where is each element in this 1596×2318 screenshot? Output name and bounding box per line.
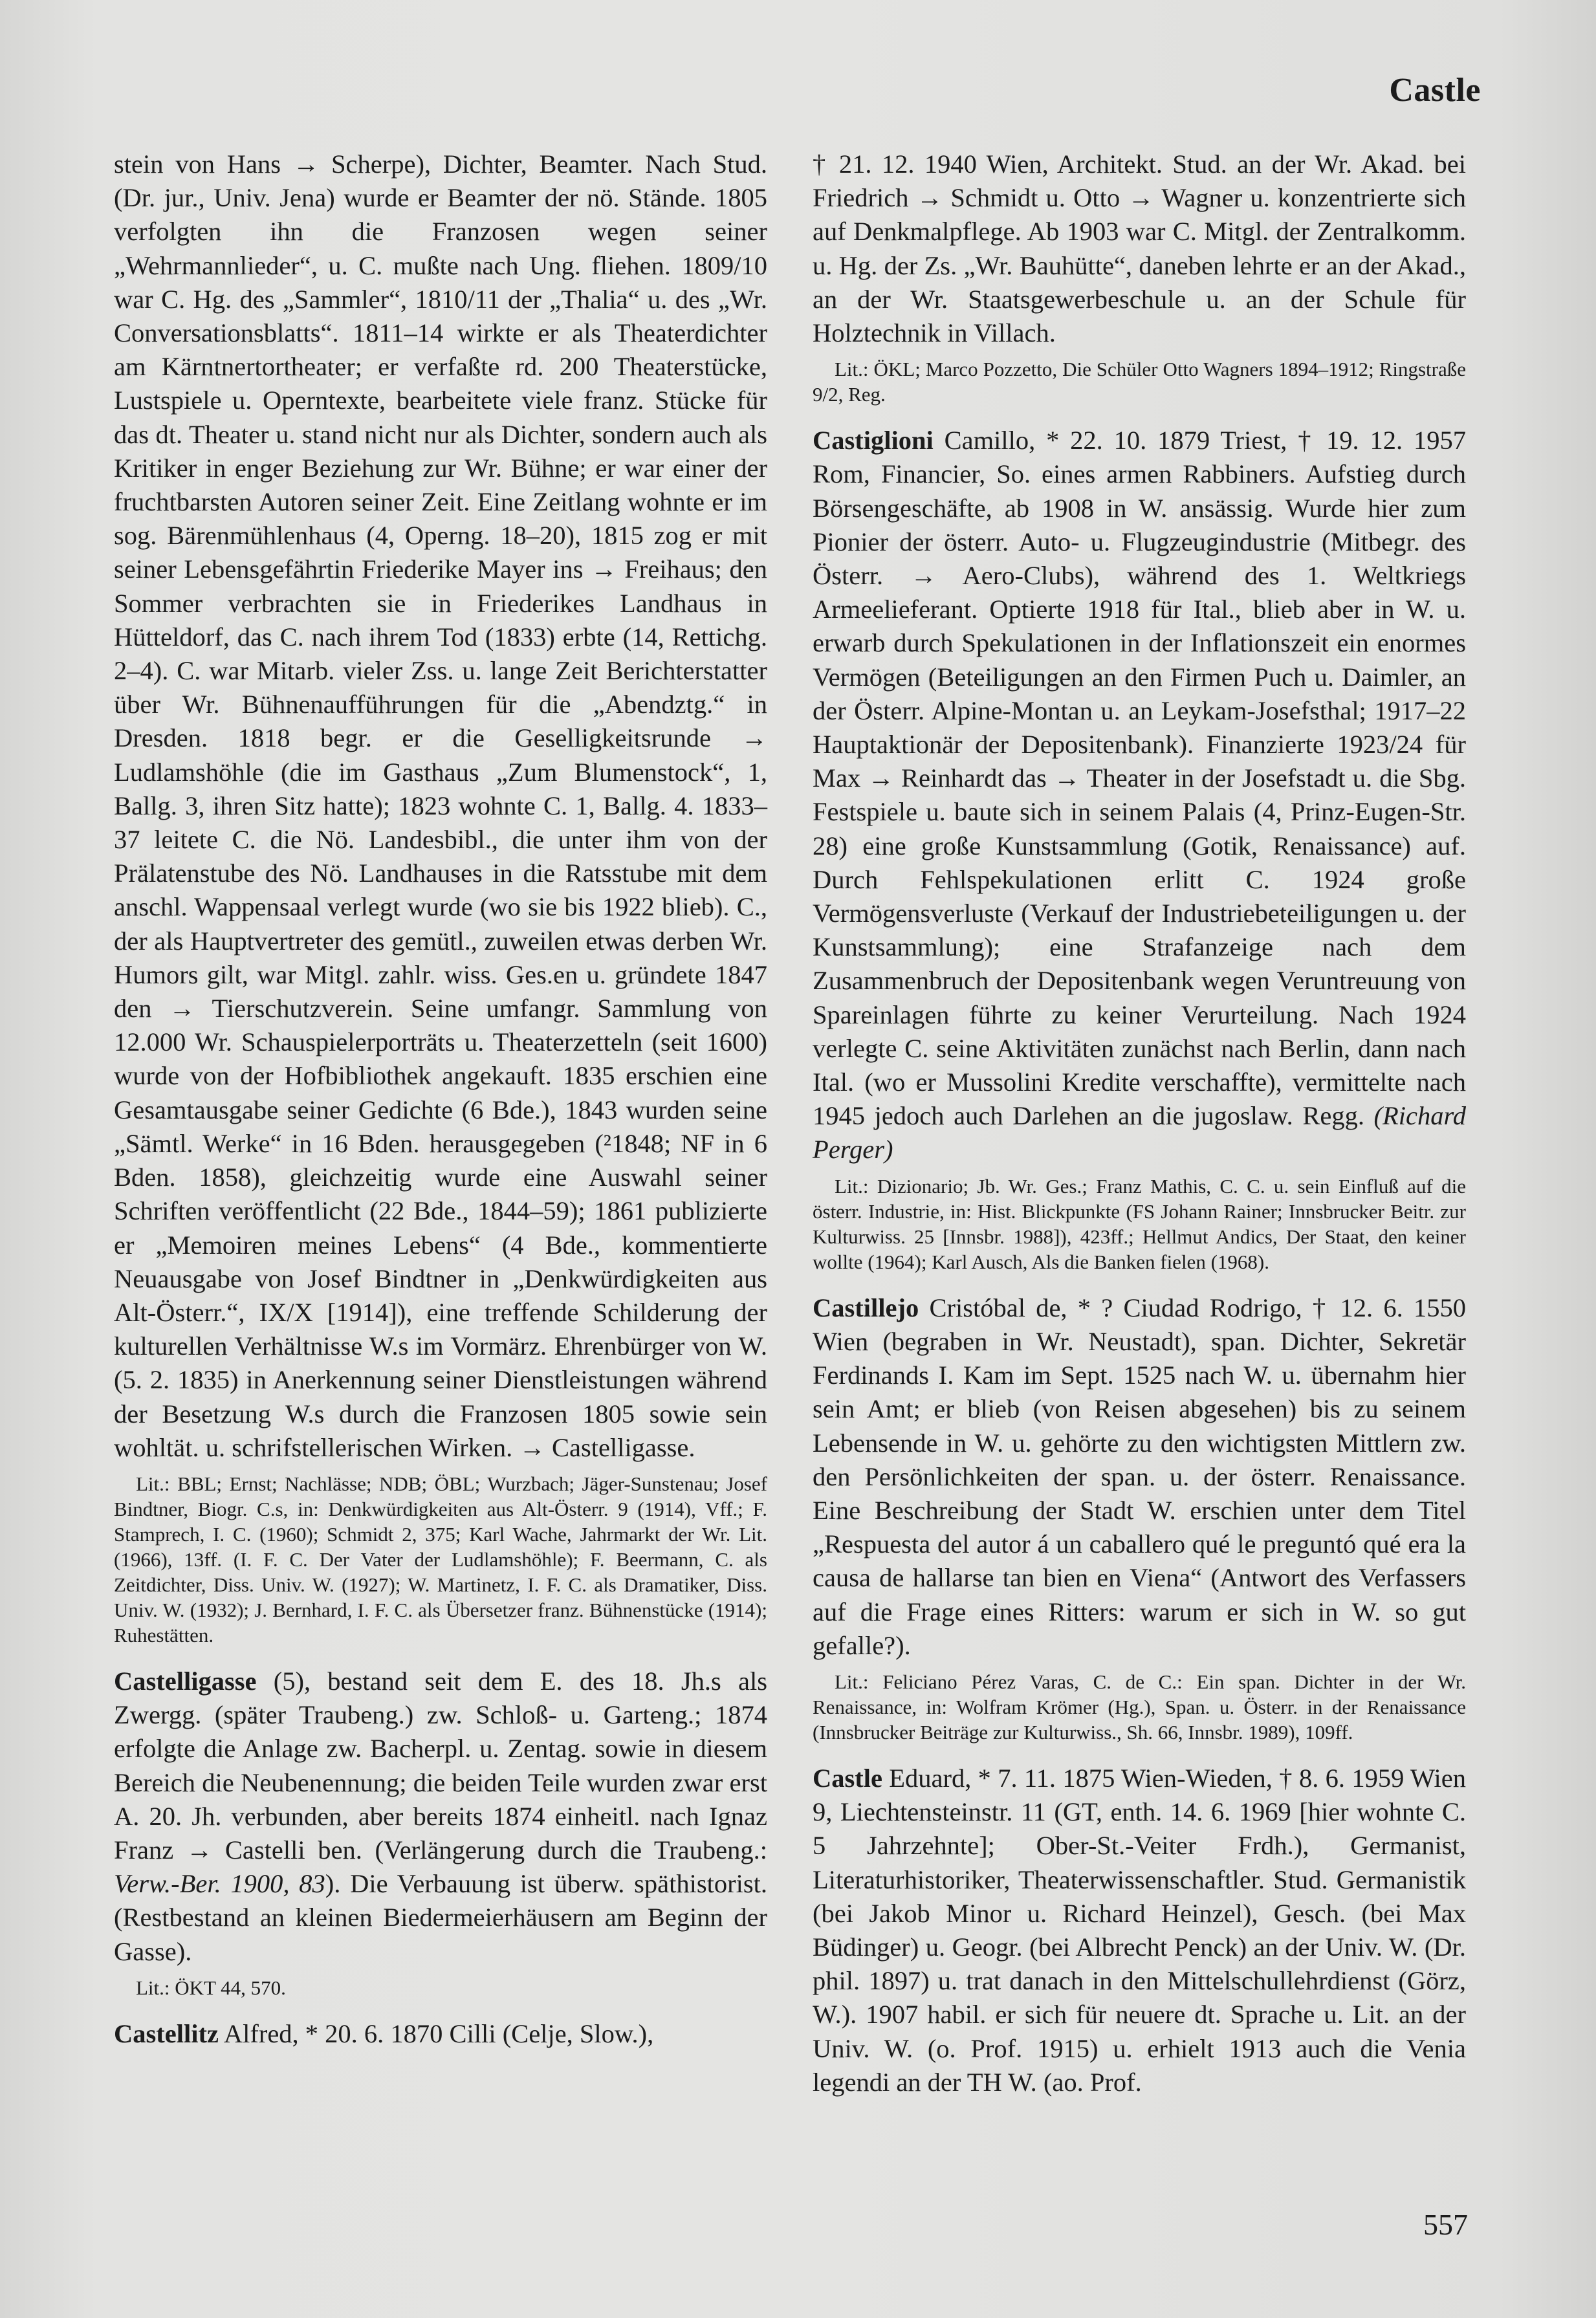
literature-note: Lit.: Feliciano Pérez Varas, C. de C.: Ein span. Dichter in der Wr. Renaissance, in: Wolfram Krömer (Hg.), Span. u. Österr. in der Renaissance (Innsbrucker Beiträge zur Kulturwiss., Sh. 66, Innsbr. 1989), 109ff. <box>813 1670 1466 1744</box>
entry-body <box>114 1665 767 1969</box>
entry-castillejo <box>813 1291 1466 1745</box>
entry-castellitz-continued <box>813 148 1466 407</box>
headword: Castiglioni <box>813 426 934 455</box>
entry-body <box>813 424 1466 1166</box>
entry-body <box>813 1291 1466 1663</box>
entry-text: Camillo, * 22. 10. 1879 Triest, † 19. 12. 1957 Rom, Financier, So. eines armen Rabbiners. Aufstieg durch Börsengeschäfte, ab 1908 in W. ansässig. Wurde hier zum Pionier der österr. Auto- u. Flugzeugindustrie (Mitbegr. des Österr. → Aero-Clubs), während des 1. Weltkriegs Armeelieferant. Optierte 1918 für Ital., blieb aber in W. u. erwarb durch Spekulationen in der Inflationszeit ein enormes Vermögen (Beteiligungen an den Firmen Puch u. Daimler, an der Österr. Alpine-Montan u. an Leykam-Josefsthal; 1917–22 Hauptaktionär der Depositenbank). Finanzierte 1923/24 für Max → Reinhardt das → Theater in der Josefstadt u. die Sbg. Festspiele u. baute sich in seinem Palais (4, Prinz-Eugen-Str. 28) eine große Kunstsammlung (Gotik, Renaissance) auf. Durch Fehlspekulationen erlitt C. 1924 große Vermögensverluste (Verkauf der Industriebeteiligungen u. der Kunstsammlung); eine Strafanzeige nach dem Zusammenbruch der Depositenbank wegen Veruntreuung von Spareinlagen führte zu keiner Verurteilung. Nach 1924 verlegte C. seine Aktivitäten zunächst nach Berlin, dann nach Ital. (wo er Mussolini Kredite verschaffte), vermittelte nach 1945 jedoch auch Darlehen an die jugoslaw. Regg. <box>813 426 1466 1131</box>
literature-note: Lit.: ÖKT 44, 570. <box>136 1976 286 1999</box>
headword: Castelligasse <box>114 1666 257 1696</box>
entry-text: ). Die Verbauung ist überw. späthistorist. (Restbestand an kleinen Biedermeierhäusern am Beginn der Gasse). <box>114 1869 768 1966</box>
headword: Castillejo <box>813 1293 919 1322</box>
entry-castelli-continued <box>114 148 767 1648</box>
headword: Castle <box>813 1763 882 1793</box>
page-number: 557 <box>1423 2208 1468 2241</box>
entry-castle <box>813 1762 1466 2099</box>
entry-castelligasse <box>114 1665 767 2000</box>
entry-body: † 21. 12. 1940 Wien, Architekt. Stud. an der Wr. Akad. bei Friedrich → Schmidt u. Otto → Wagner u. konzentrierte sich auf Denkmalpflege. Ab 1903 war C. Mitgl. der Zentralkomm. u. Hg. der Zs. „Wr. Bauhütte“, daneben lehrte er an der Akad., an der Wr. Staatsgewerbeschule u. an der Schule für Holztechnik in Villach. <box>813 149 1466 348</box>
entry-body <box>813 1762 1466 2099</box>
running-head: Castle <box>1389 72 1481 109</box>
right-column <box>813 148 1466 2099</box>
entry-castellitz <box>114 2017 767 2051</box>
entry-text: Eduard, * 7. 11. 1875 Wien-Wieden, † 8. 6. 1959 Wien 9, Liechtensteinstr. 11 (GT, enth. 14. 6. 1969 [hier wohnte C. 5 Jahrzehnte]; Ober-St.-Veiter Frdh.), Germanist, Literaturhistoriker, Theaterwissenschaftler. Stud. Germanistik (bei Jakob Minor u. Richard Heinzel), Gesch. (bei Max Büdinger) u. Geogr. (bei Albrecht Penck) an der Univ. W. (Dr. phil. 1897) u. trat danach in den Mittelschullehrdienst (Görz, W.). 1907 habil. er sich für neuere dt. Sprache u. Lit. an der Univ. W. (o. Prof. 1915) u. erhielt 1913 auch die Venia legendi an der TH W. (ao. Prof. <box>813 1763 1466 2097</box>
entry-text: (5), bestand seit dem E. des 18. Jh.s als Zwergg. (später Traubeng.) zw. Schloß- u. Garteng.; 1874 erfolgte die Anlage zw. Bacherpl. u. Zentag. sowie in diesem Bereich die Neubenennung; die beiden Teile wurden zwar erst A. 20. Jh. verbunden, aber bereits 1874 einheitl. nach Ignaz Franz → Castelli ben. (Verlängerung durch die Traubeng.: <box>114 1666 767 1864</box>
left-column <box>114 148 767 2051</box>
author-signature: (Richard Perger) <box>813 1101 1466 1164</box>
literature-note: Lit.: BBL; Ernst; Nachlässe; NDB; ÖBL; Wurzbach; Jäger-Sunstenau; Josef Bindtner, Biogr. C.s, in: Denkwürdigkeiten aus Alt-Österr. 9 (1914), Vff.; F. Stamprech, I. C. (1960); Schmidt 2, 375; Karl Wache, Jahrmarkt der Wr. Lit. (1966), 13ff. (I. F. C. Der Vater der Ludlamshöhle); F. Beermann, C. als Zeitdichter, Diss. Univ. W. (1927); W. Martinetz, I. F. C. als Dramatiker, Diss. Univ. W. (1932); J. Bernhard, I. F. C. als Übersetzer franz. Bühnenstücke (1914); Ruhestätten. <box>114 1472 767 1646</box>
entry-body: stein von Hans → Scherpe), Dichter, Beamter. Nach Stud. (Dr. jur., Univ. Jena) wurde er Beamter der nö. Stände. 1805 verfolgten ihn die Franzosen wegen seiner „Wehrmannlieder“, u. C. mußte nach Ung. fliehen. 1809/10 war C. Hg. des „Sammler“, 1810/11 der „Thalia“ u. des „Wr. Conversationsblatts“. 1811–14 wirkte er als Theaterdichter am Kärntnertortheater; er verfaßte rd. 200 Theaterstücke, Lustspiele u. Operntexte, bearbeitete viele franz. Stücke für das dt. Theater u. stand nicht nur als Dichter, sondern auch als Kritiker in enger Beziehung zur Wr. Bühne; er war einer der fruchtbarsten Autoren seiner Zeit. Eine Zeitlang wohnte er im sog. Bärenmühlenhaus (4, Operng. 18–20), 1815 zog er mit seiner Lebensgefährtin Friederike Mayer ins → Freihaus; den Sommer verbrachten sie in Friederikes Landhaus in Hütteldorf, das C. nach ihrem Tod (1833) erbte (14, Rettichg. 2–4). C. war Mitarb. vieler Zss. u. lange Zeit Berichterstatter über Wr. Bühnenaufführungen für die „Abendztg.“ in Dresden. 1818 begr. er die Geselligkeitsrunde → Ludlamshöhle (die im Gasthaus „Zum Blumenstock“, 1, Ballg. 3, ihren Sitz hatte); 1823 wohnte C. 1, Ballg. 4. 1833–37 leitete C. die Nö. Landesbibl., die unter ihm von der Prälatenstube des Nö. Landhauses in die Ratsstube mit dem anschl. Wappensaal verlegt wurde (wo sie bis 1922 blieb). C., der als Hauptvertreter des gemütl., zuweilen etwas derben Wr. Humors gilt, war Mitgl. zahlr. wiss. Ges.en u. gründete 1847 den → Tierschutzverein. Seine umfangr. Sammlung von 12.000 Wr. Schauspielerporträts u. Theaterzetteln (seit 1600) wurde von der Hofbibliothek angekauft. 1835 erschien eine Gesamtausgabe seiner Gedichte (6 Bde.), 1843 wurden seine „Sämtl. Werke“ in 16 Bden. herausgegeben (²1848; NF in 6 Bden. 1858), gleichzeitig wurde eine Auswahl seiner Schriften veröffentlicht (22 Bde., 1844–59); 1861 publizierte er „Memoiren meines Lebens“ (4 Bde., kommentierte Neuausgabe von Josef Bindtner in „Denkwürdigkeiten aus Alt-Österr.“, IX/X [1914]), eine treffende Schilderung der kulturellen Verhältnisse W.s im Vormärz. Ehrenbürger von W. (5. 2. 1835) in Anerkennung seiner Dienstleistungen während der Besetzung W.s durch die Franzosen 1805 sowie sein wohltät. u. schrifstellerischen Wirken. → Castelligasse. <box>114 149 767 1462</box>
entry-body <box>114 2017 767 2051</box>
entry-castiglioni <box>813 424 1466 1274</box>
headword: Castellitz <box>114 2018 219 2048</box>
entry-text: Cristóbal de, * ? Ciudad Rodrigo, † 12. 6. 1550 Wien (begraben in Wr. Neustadt), span. Dichter, Sekretär Ferdinands I. Kam im Sept. 1525 nach W. u. übernahm hier sein Amt; er blieb (von Reisen abgesehen) bis zu seinem Lebensende in W. u. gehörte zu den wichtigsten Mittlern zw. den Persönlichkeiten der span. u. der österr. Renaissance. Eine Beschreibung der Stadt W. erschien unter dem Titel „Respuesta del autor á un caballero qué le preguntó qué era la causa de hallarse tan bien en Viena“ (Antwort des Verfassers auf die Frage eines Ritters: warum er sich in W. so gut gefalle?). <box>813 1293 1466 1660</box>
entry-text-italic: Verw.-Ber. 1900, 83 <box>114 1869 325 1899</box>
literature-note: Lit.: Dizionario; Jb. Wr. Ges.; Franz Mathis, C. C. u. sein Einfluß auf die österr. Industrie, in: Hist. Blickpunkte (FS Johann Rainer; Innsbrucker Beitr. zur Kulturwiss. 25 [Innsbr. 1988]), 423ff.; Hellmut Andics, Der Staat, den keiner wollte (1964); Karl Ausch, Als die Banken fielen (1968). <box>813 1174 1466 1273</box>
entry-text: Alfred, * 20. 6. 1870 Cilli (Celje, Slow.), <box>218 2018 654 2048</box>
literature-note: Lit.: ÖKL; Marco Pozzetto, Die Schüler Otto Wagners 1894–1912; Ringstraße 9/2, Reg. <box>813 358 1466 406</box>
